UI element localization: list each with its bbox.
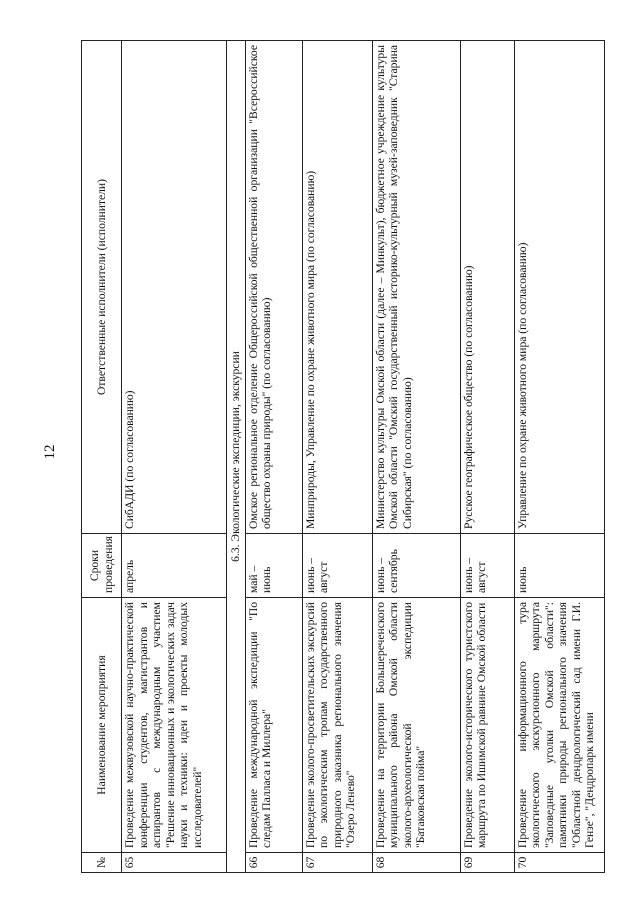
table-header-row [82, 41, 122, 873]
table-row [460, 41, 514, 873]
row-name: Проведение на территории Большереченского муниципального района Омской области эколого-археологической экспедиции "Батаковская пойма" [372, 598, 460, 853]
table-row [514, 41, 604, 873]
table-row [122, 41, 227, 873]
row-num: 69 [460, 853, 514, 873]
row-num: 67 [302, 853, 372, 873]
header-num: № [82, 853, 122, 873]
row-resp: Министерство культуры Омской области (далее – Минкульт), бюджетное учреждение культуры Омской области "Омский государственный историко-культурный музей-заповедник "Старина Сибирская" (по согласованию) [372, 41, 460, 534]
header-resp: Ответственные исполнители (исполнители) [82, 41, 122, 534]
page-number [38, 440, 62, 464]
table-row [302, 41, 372, 873]
events-table [81, 40, 605, 873]
row-date: май – июнь [245, 534, 302, 598]
section-title: 6.3. Экологические экспедиции, экскурсии [227, 41, 246, 873]
row-resp: Управление по охране животного мира (по согласованию) [514, 41, 604, 534]
table-row [245, 41, 302, 873]
row-name: Проведение эколого-исторического туристского маршрута по Ишимской равнине Омской области [460, 598, 514, 853]
section-row [227, 41, 246, 873]
row-date: апрель [122, 534, 227, 598]
rotated-page-content [81, 40, 605, 873]
row-num: 66 [245, 853, 302, 873]
page-number-text: 12 [42, 444, 58, 460]
row-num: 65 [122, 853, 227, 873]
row-resp: Русское географическое общество (по согласованию) [460, 41, 514, 534]
row-name: Проведение информационного тура экологического экскурсионного маршрута "Заповедные уголки Омской области": памятники природы регионального значения "Областной дендрологический сад имени Г.И. Гензе", "Дендропарк имени [514, 598, 604, 853]
row-num: 68 [372, 853, 460, 873]
table-row [372, 41, 460, 873]
row-date: июнь [514, 534, 604, 598]
row-name: Проведение эколого-просветительских экскурсий по экологическим тропам государственного природного заказника регионального значения "Озеро Ленево" [302, 598, 372, 853]
row-date: июнь – сентябрь [372, 534, 460, 598]
row-date: июнь – август [460, 534, 514, 598]
row-resp: Минприроды, Управление по охране животного мира (по согласованию) [302, 41, 372, 534]
row-name: Проведение межвузовской научно-практической конференции студентов, магистрантов и аспирантов с международным участием "Решение инновационных и экологических задач науки и техники: идеи и проекты молодых исследователей" [122, 598, 227, 853]
row-name: Проведение международной экспедиции "По следам Палласа и Миллера" [245, 598, 302, 853]
row-resp: СибАДИ (по согласованию) [122, 41, 227, 534]
row-num: 70 [514, 853, 604, 873]
header-name: Наименование мероприятия [82, 598, 122, 853]
row-date: июнь – август [302, 534, 372, 598]
row-resp: Омское региональное отделение Общероссийской общественной организации "Всероссийское общество охраны природы" (по согласованию) [245, 41, 302, 534]
header-date: Сроки проведения [82, 534, 122, 598]
